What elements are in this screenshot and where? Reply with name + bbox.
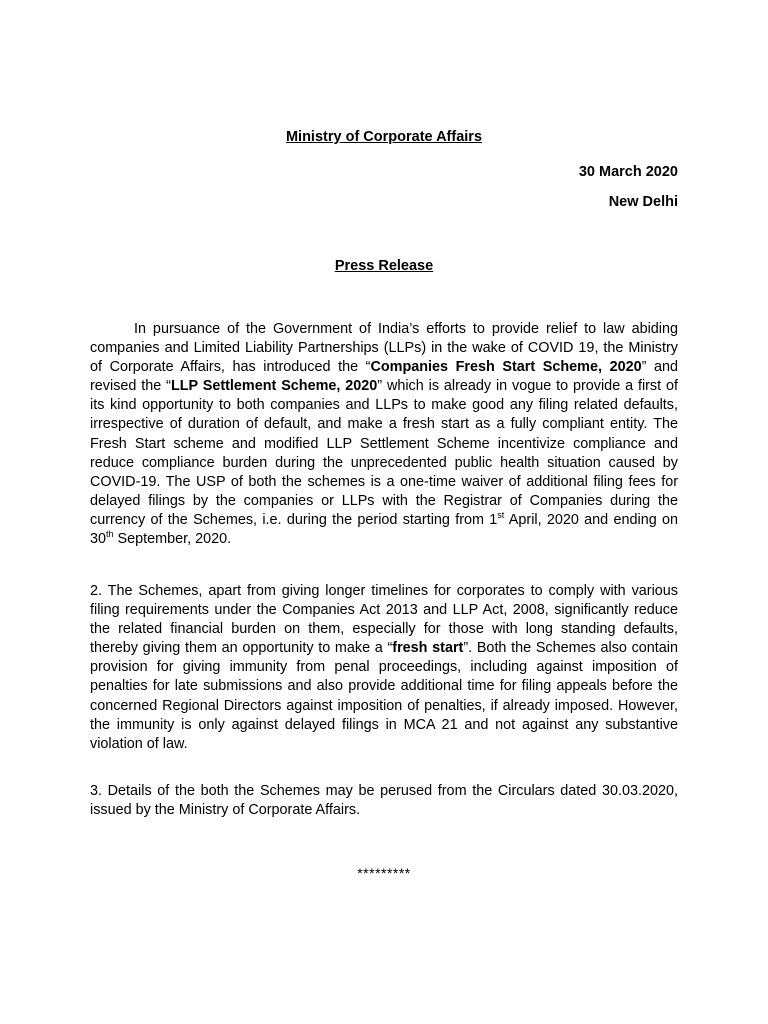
paragraph-1-text-part: ” and revised the “ xyxy=(90,359,678,395)
paragraph-2-text-part: 2. The Schemes, apart from giving longer timelines for corporates to comply with various filing requirements under the Companies Act 2013 and LLP Act, 2008, significantly reduce the related financial burden on them, especially for those with long standing defaults, thereby giving them an opportunity to make a “ xyxy=(90,583,678,657)
fresh-start-emphasis: fresh start xyxy=(392,640,464,657)
end-marker: ********* xyxy=(357,865,411,881)
ministry-heading: Ministry of Corporate Affairs xyxy=(285,129,483,145)
ordinal-suffix: th xyxy=(106,529,114,540)
paragraph-1-text-part: In pursuance of the Government of India’s efforts to provide relief to law abiding companies and Limited Liability Partnerships (LLPs) in the wake of COVID 19, the Ministry of Corporate Affairs, has introduced the “ xyxy=(90,321,678,376)
companies-fresh-start-scheme-name: Companies Fresh Start Scheme, 2020 xyxy=(370,359,642,376)
press-release-title: Press Release xyxy=(334,258,434,274)
paragraph-2-text-part: ”. Both the Schemes also contain provision for giving immunity from penal proceedings, including against imposition of penalties for late submissions and also provide additional time for filing appeals before the concerned Regional Directors against imposition of penalties, if already imposed. However, the immunity is only against delayed filings in MCA 21 and not against any substantive violation of law. xyxy=(90,640,678,752)
paragraph-2-text xyxy=(90,582,678,754)
paragraph-1-text xyxy=(90,320,678,549)
release-date: 30 March 2020 xyxy=(578,164,678,180)
paragraph-1-text-part: April, 2020 and ending on 30 xyxy=(90,511,678,548)
paragraph-1-text-part: September, 2020. xyxy=(113,531,232,548)
release-place: New Delhi xyxy=(608,194,678,210)
paragraph-3-text: 3. Details of the both the Schemes may be perused from the Circulars dated 30.03.2020, issued by the Ministry of Corporate Affairs. xyxy=(90,783,678,819)
ordinal-suffix: st xyxy=(497,510,505,521)
paragraph-2 xyxy=(90,582,678,754)
paragraph-1 xyxy=(90,320,678,549)
paragraph-1-text-part: ” which is already in vogue to provide a first of its kind opportunity to both companies and LLPs to make good any filing related defaults, irrespective of duration of default, and make a fresh start as a fully compliant entity. The Fresh Start scheme and modified LLP Settlement Scheme incentivize compliance and reduce compliance burden during the unprecedented public health situation caused by COVID-19. The USP of both the schemes is a one-time waiver of additional filing fees for delayed filings by the companies or LLPs with the Registrar of Companies during the currency of the Schemes, i.e. during the period starting from 1 xyxy=(90,378,679,528)
paragraph-3 xyxy=(90,782,678,820)
llp-settlement-scheme-name: LLP Settlement Scheme, 2020 xyxy=(170,378,378,395)
